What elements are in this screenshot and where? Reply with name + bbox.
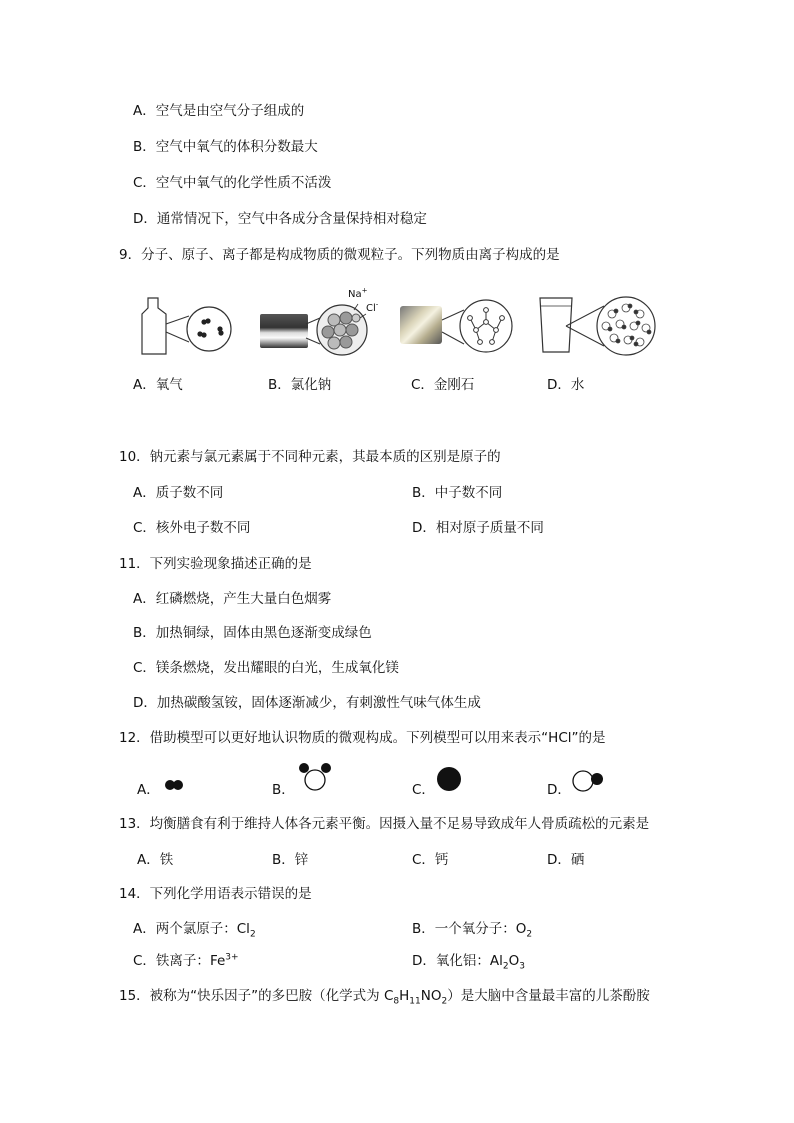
q14-option-a [133, 920, 256, 938]
formula-o-subscript: 3 [519, 961, 526, 972]
q9-option-d: D．水 [547, 377, 585, 393]
formula-o: O [508, 953, 520, 969]
formula-cl2-subscript: 2 [249, 929, 256, 940]
q14-option-c-text: C．铁离子： [133, 953, 210, 969]
q14-option-b [412, 920, 532, 938]
q11-stem: 11．下列实验现象描述正确的是 [119, 556, 312, 572]
formula-c: C [383, 988, 394, 1004]
formula-al-subscript: 2 [502, 961, 509, 972]
q10-option-a: A．质子数不同 [133, 485, 224, 501]
formula-no: NO [420, 988, 442, 1004]
q15-stem [119, 987, 650, 1005]
formula-h: H [399, 988, 410, 1004]
q14-stem: 14．下列化学用语表示错误的是 [119, 886, 312, 902]
q14-option-c [133, 952, 239, 970]
zoom-circle [187, 307, 231, 351]
q9-option-b: B．氯化钠 [268, 377, 332, 393]
q15-stem-end: ）是大脑中含量最丰富的儿茶酚胺 [447, 988, 650, 1004]
sodium-ion-charge: + [361, 286, 368, 295]
q10-option-b: B．中子数不同 [412, 485, 503, 501]
q8-option-c: C．空气中氧气的化学性质不活泼 [133, 175, 332, 191]
sodium-ion-label: Na [348, 289, 362, 300]
q14-option-d [412, 952, 525, 970]
q11-option-c: C．镁条燃烧，发出耀眼的白光，生成氧化镁 [133, 660, 399, 676]
formula-fe-charge: 3+ [225, 952, 239, 963]
formula-o2-subscript: 2 [526, 929, 533, 940]
q9-option-a: A．氧气 [133, 377, 183, 393]
q12-model-b [296, 760, 336, 794]
q10-option-d: D．相对原子质量不同 [412, 520, 544, 536]
bottle-icon [142, 298, 166, 354]
q11-option-b: B．加热铜绿，固体由黑色逐渐变成绿色 [133, 625, 372, 641]
q12-model-c [435, 765, 463, 793]
q13-option-a: A．铁 [137, 852, 174, 868]
q9-figure-oxygen [136, 292, 241, 362]
formula-h-subscript: 11 [409, 996, 421, 1007]
q9-figure-water [536, 292, 661, 358]
chloride-ion-label: Cl [366, 303, 376, 314]
q9-stem: 9．分子、原子、离子都是构成物质的微观粒子。下列物质由离子构成的是 [119, 247, 560, 263]
formula-cl2: Cl [236, 921, 250, 937]
q13-option-c: C．钙 [412, 852, 449, 868]
q9-figure-sodium-chloride [258, 288, 378, 368]
q9-option-c: C．金刚石 [411, 377, 475, 393]
q12-option-a: A． [137, 782, 160, 798]
q14-option-d-text: D．氧化铝： [412, 953, 490, 969]
q9-figure-diamond [398, 296, 518, 356]
q8-option-a: A．空气是由空气分子组成的 [133, 103, 305, 119]
q10-stem: 10．钠元素与氯元素属于不同种元素，其最本质的区别是原子的 [119, 449, 501, 465]
q8-option-b: B．空气中氧气的体积分数最大 [133, 139, 318, 155]
formula-al: Al [489, 953, 503, 969]
q12-option-c: C． [412, 782, 435, 798]
q14-option-b-text: B．一个氧分子： [412, 921, 516, 937]
q14-option-a-text: A．两个氯原子： [133, 921, 237, 937]
q13-option-b: B．锌 [272, 852, 309, 868]
formula-c-subscript: 8 [393, 996, 400, 1007]
q10-option-c: C．核外电子数不同 [133, 520, 251, 536]
q12-option-d: D． [547, 782, 571, 798]
q13-stem: 13．均衡膳食有利于维持人体各元素平衡。因摄入量不足易导致成年人骨质疏松的元素是 [119, 816, 650, 832]
q12-stem: 12．借助模型可以更好地认识物质的微观构成。下列模型可以用来表示“HCl”的是 [119, 730, 606, 746]
q11-option-d: D．加热碳酸氢铵，固体逐渐减少，有刺激性气味气体生成 [133, 695, 481, 711]
chloride-ion-charge: - [375, 300, 379, 309]
q12-model-a [162, 776, 188, 794]
formula-fe: Fe [209, 953, 226, 969]
q12-option-b: B． [272, 782, 295, 798]
q8-option-d: D．通常情况下，空气中各成分含量保持相对稳定 [133, 211, 427, 227]
q11-option-a: A．红磷燃烧，产生大量白色烟雾 [133, 591, 332, 607]
formula-o2: O [515, 921, 527, 937]
q13-option-d: D．硒 [547, 852, 585, 868]
q15-stem-start: 15．被称为“快乐因子”的多巴胺（化学式为 [119, 988, 384, 1004]
q12-model-d [570, 768, 608, 794]
formula-no-subscript: 2 [441, 996, 448, 1007]
